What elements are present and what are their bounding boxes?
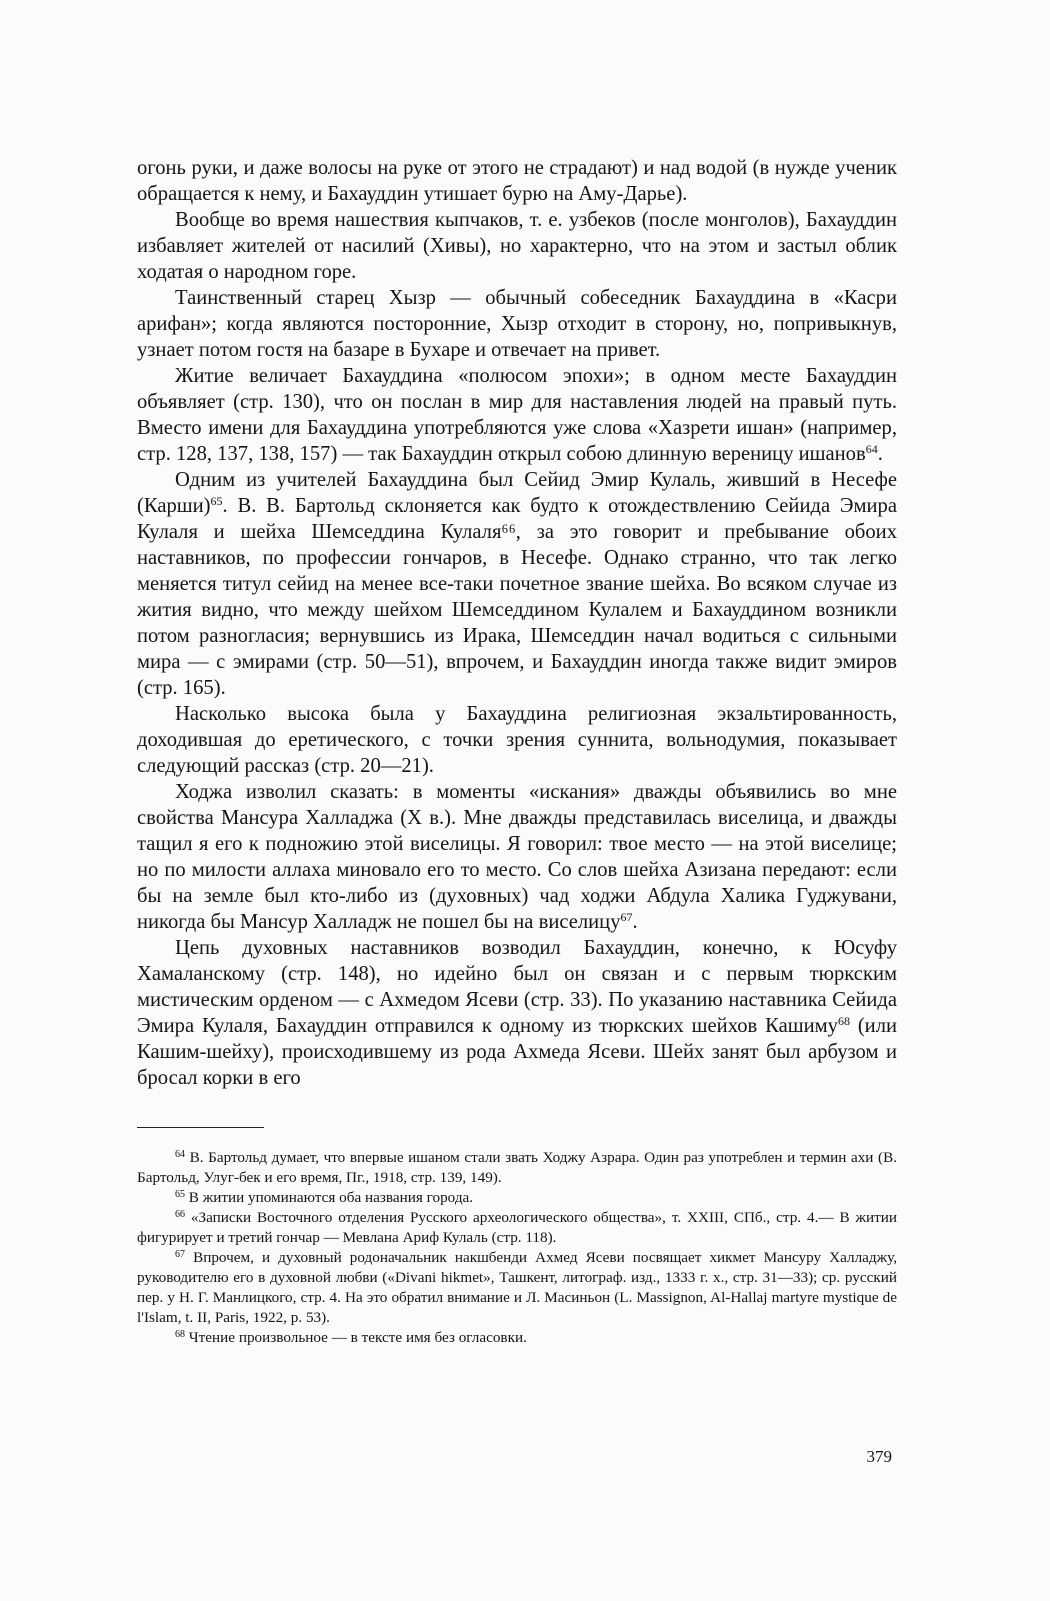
paragraph-tail: (или Кашим-шейху), происходившему из рода Ахмеда Ясеви. Шейх занят был арбузом и бросал корки в его xyxy=(137,1015,897,1089)
footnote-ref: 65 xyxy=(210,493,223,508)
footnote-65 xyxy=(137,1188,897,1208)
footnote-66 xyxy=(137,1208,897,1248)
footnote-67 xyxy=(137,1248,897,1328)
footnote-text: «Записки Восточного отделения Русского археологического общества», т. XXIII, СПб., стр. 4.— В житии фигурирует и третий гончар — Мевлана Ариф Кулаль (стр. 118). xyxy=(137,1209,898,1246)
body-text xyxy=(137,155,897,1091)
paragraph-tail: . В. В. Бартольд склоняется как будто к отождествлению Сейида Эмира Кулаля и шейха Шемседдина Кулаля⁶⁶, за это говорит и пребывание обоих наставников, по профессии гончаров, в Несефе. Однако странно, что так легко меняется титул сейид на менее все-таки почетное звание шейха. Во всяком случае из жития видно, что между шейхом Шемседдином Кулалем и Бахауддином возникли потом разногласия; вернувшись из Ирака, Шемседдин начал водиться с сильными мира — с эмирами (стр. 50—51), впрочем, и Бахауддин иногда также видит эмиров (стр. 165). xyxy=(137,495,897,699)
paragraph-text: огонь руки, и даже волосы на руке от этого не страдают) и над водой (в нужде ученик обращается к нему, и Бахауддин утишает бурю на Аму-Дарье). xyxy=(137,157,897,205)
footnote-ref: 64 xyxy=(865,441,878,456)
paragraph-6 xyxy=(137,701,897,779)
footnotes xyxy=(137,1148,897,1348)
paragraph-text: Одним из учителей Бахауддина был Сейид Эмир Кулаль, живший в Несефе (Карши) xyxy=(137,469,897,517)
footnote-number: 67 xyxy=(175,1249,185,1260)
paragraph-text: Насколько высока была у Бахауддина религиозная экзальтированность, доходившая до еретического, с точки зрения суннита, вольнодумия, показывает следующий рассказ (стр. 20—21). xyxy=(137,703,897,777)
paragraph-1 xyxy=(137,155,897,207)
paragraph-tail: . xyxy=(877,443,883,465)
paragraph-8 xyxy=(137,935,897,1091)
footnote-64 xyxy=(137,1148,897,1188)
footnote-separator xyxy=(137,1127,264,1128)
footnote-ref: 67 xyxy=(620,909,633,924)
footnote-ref: 68 xyxy=(837,1013,850,1028)
footnote-number: 65 xyxy=(175,1189,185,1200)
footnote-text: В. Бартольд думает, что впервые ишаном стали звать Ходжу Азрара. Один раз употреблен и термин ахи (В. Бартольд, Улуг-бек и его время, Пг., 1918, стр. 139, 149). xyxy=(137,1149,898,1186)
page-number: 379 xyxy=(866,1447,892,1466)
paragraph-text: Таинственный старец Хызр — обычный собеседник Бахауддина в «Касри арифан»; когда являются посторонние, Хызр отходит в сторону, но, попривыкнув, узнает потом гостя на базаре в Бухаре и отвечает на привет. xyxy=(137,287,897,361)
paragraph-3 xyxy=(137,285,897,363)
paragraph-2 xyxy=(137,207,897,285)
paragraph-text: Ходжа изволил сказать: в моменты «искания» дважды объявились во мне свойства Мансура Халладжа (X в.). Мне дважды представилась виселица, и дважды тащил я его к подножию этой виселицы. Я говорил: твое место — на этой виселице; но по милости аллаха миновало его то место. Со слов шейха Азизана передают: если бы на земле был кто-либо из (духовных) чад ходжи Абдула Халика Гуджувани, никогда бы Мансур Халладж не пошел бы на виселицу xyxy=(137,781,897,933)
paragraph-text: Вообще во время нашествия кыпчаков, т. е. узбеков (после монголов), Бахауддин избавляет жителей от насилий (Хивы), но характерно, что на этом и застыл облик ходатая о народном горе. xyxy=(137,209,897,283)
paragraph-text: Житие величает Бахауддина «полюсом эпохи»; в одном месте Бахауддин объявляет (стр. 130), что он послан в мир для наставления людей на правый путь. Вместо имени для Бахауддина употребляются уже слова «Хазрети ишан» (например, стр. 128, 137, 138, 157) — так Бахауддин открыл собою длинную вереницу ишанов xyxy=(137,365,897,465)
paragraph-5 xyxy=(137,467,897,701)
footnote-number: 68 xyxy=(175,1329,185,1340)
footnote-text: Чтение произвольное — в тексте имя без огласовки. xyxy=(188,1329,527,1346)
paragraph-7 xyxy=(137,779,897,935)
footnote-68 xyxy=(137,1328,897,1348)
footnote-number: 66 xyxy=(175,1209,185,1220)
paragraph-4 xyxy=(137,363,897,467)
footnote-text: Впрочем, и духовный родоначальник накшбенди Ахмед Ясеви посвящает хикмет Мансуру Халладжу, руководителю его в духовной любви («Divani hikmet», Ташкент, литограф. изд., 1333 г. х., стр. 31—33); ср. русский пер. у Н. Г. Манлицкого, стр. 4. На это обратил внимание и Л. Масиньон (L. Massignon, Al-Hallaj martyre mystique de l'Islam, t. II, Paris, 1922, p. 53). xyxy=(137,1249,898,1326)
paragraph-text: Цепь духовных наставников возводил Бахауддин, конечно, к Юсуфу Хамаланскому (стр. 148), но идейно был он связан и с первым тюркским мистическим орденом — с Ахмедом Ясеви (стр. 33). По указанию наставника Сейида Эмира Кулаля, Бахауддин отправился к одному из тюркских шейхов Кашиму xyxy=(137,937,897,1037)
paragraph-tail: . xyxy=(632,911,638,933)
footnote-text: В житии упоминаются оба названия города. xyxy=(188,1189,474,1206)
footnote-number: 64 xyxy=(175,1149,185,1160)
